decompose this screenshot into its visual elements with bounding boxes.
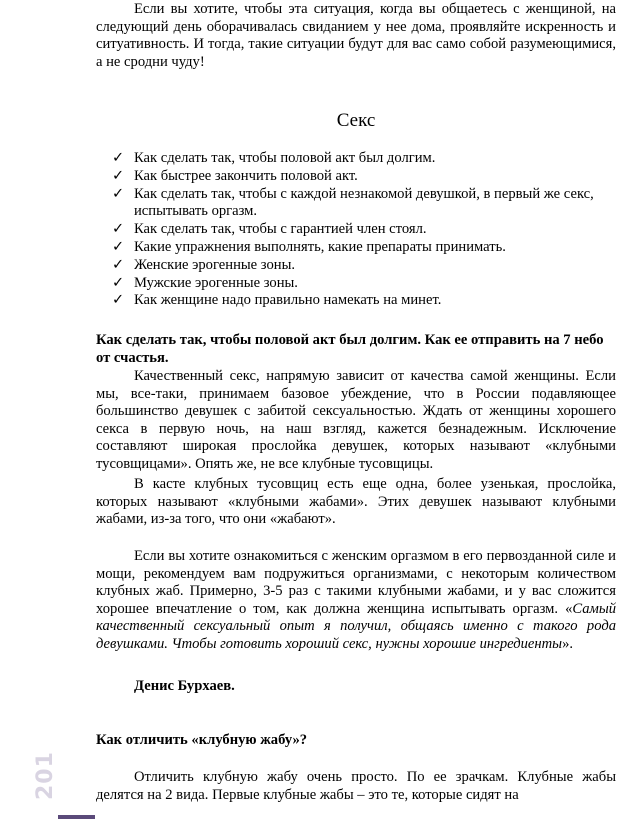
- check-icon: ✓: [112, 185, 125, 202]
- list-item: ✓ Как сделать так, чтобы с каждой незнакомой девушкой, в первый же секс, испытывать оргазм.: [112, 185, 594, 220]
- checklist: [96, 150, 616, 310]
- footer-accent-bar: [58, 815, 95, 819]
- paragraph-quality: Качественный секс, напрямую зависит от качества самой женщины. Если мы, все-таки, принимаем базовое убеждение, что в России подавляющее большинство девушек с забитой сексуальностью. Ждать от женщины хорошего секса в первую ночь, на наш взгляд, кажется безнадежным. Исключение составляют широкая прослойка девушек, которых называют «клубными тусовщицами». Опять же, не все клубные тусовщицы.: [96, 368, 616, 472]
- paragraph-caste: В касте клубных тусовщиц есть еще одна, более узенькая, прослойка, которых называют «клубными жабами». Этих девушек называют клубными жабами, из-за того, что они «жабают».: [96, 476, 616, 528]
- check-icon: ✓: [112, 238, 125, 255]
- check-icon: ✓: [112, 292, 125, 309]
- check-icon: ✓: [112, 274, 125, 291]
- check-icon: ✓: [112, 167, 125, 184]
- check-icon: ✓: [112, 221, 125, 238]
- quote: Самый качественный сексуальный опыт я получил, общаясь именно с такого рода девушками. Чтобы готовить хороший секс, нужны хорошие ингредиенты: [96, 600, 616, 652]
- section-title: Секс: [336, 110, 376, 131]
- intro-paragraph: Если вы хотите, чтобы эта ситуация, когда вы общаетесь с женщиной, на следующий день оборачивалась свиданием у нее дома, проявляйте искренность и ситуативность. И тогда, такие ситуации будут для вас само собой разумеющимися, а не сродни чуду!: [96, 1, 616, 70]
- list-item: ✓ Женские эрогенные зоны.: [112, 256, 296, 273]
- list-item: ✓ Мужские эрогенные зоны.: [112, 274, 298, 291]
- list-item: ✓ Как сделать так, чтобы половой акт был долгим.: [112, 150, 436, 166]
- signature: Денис Бурхаев.: [134, 678, 235, 694]
- list-item: ✓ Как сделать так, чтобы с гарантией член стоял.: [112, 221, 427, 238]
- check-icon: ✓: [112, 150, 125, 166]
- heading-orgasm: Как сделать так, чтобы половой акт был долгим. Как ее отправить на 7 небо от счастья.: [96, 332, 604, 366]
- paragraph-recommend: Если вы хотите ознакомиться с женским оргазмом в его первозданной силе и мощи, рекомендуем вам подружиться организмами, с некоторым количеством клубных жаб. Примерно, 3-5 раз с такими клубными жабами, и у вас сложится хорошее впечатление о том, как должна женщина испытывать оргазм. «Самый качественный сексуальный опыт я получил, общаясь именно с такого рода девушками. Чтобы готовить хороший секс, нужны хорошие ингредиенты».: [96, 548, 616, 652]
- page-number: 201: [33, 751, 58, 800]
- list-item: ✓ Как быстрее закончить половой акт.: [112, 167, 358, 184]
- heading-identify: Как отличить «клубную жабу»?: [96, 732, 308, 748]
- list-item: ✓ Как женщине надо правильно намекать на минет.: [112, 292, 442, 309]
- check-icon: ✓: [112, 256, 125, 273]
- paragraph-identify: Отличить клубную жабу очень просто. По ее зрачкам. Клубные жабы делятся на 2 вида. Первые клубные жабы – это те, которые сидят на: [96, 769, 616, 803]
- list-item: ✓ Какие упражнения выполнять, какие препараты принимать.: [112, 238, 506, 255]
